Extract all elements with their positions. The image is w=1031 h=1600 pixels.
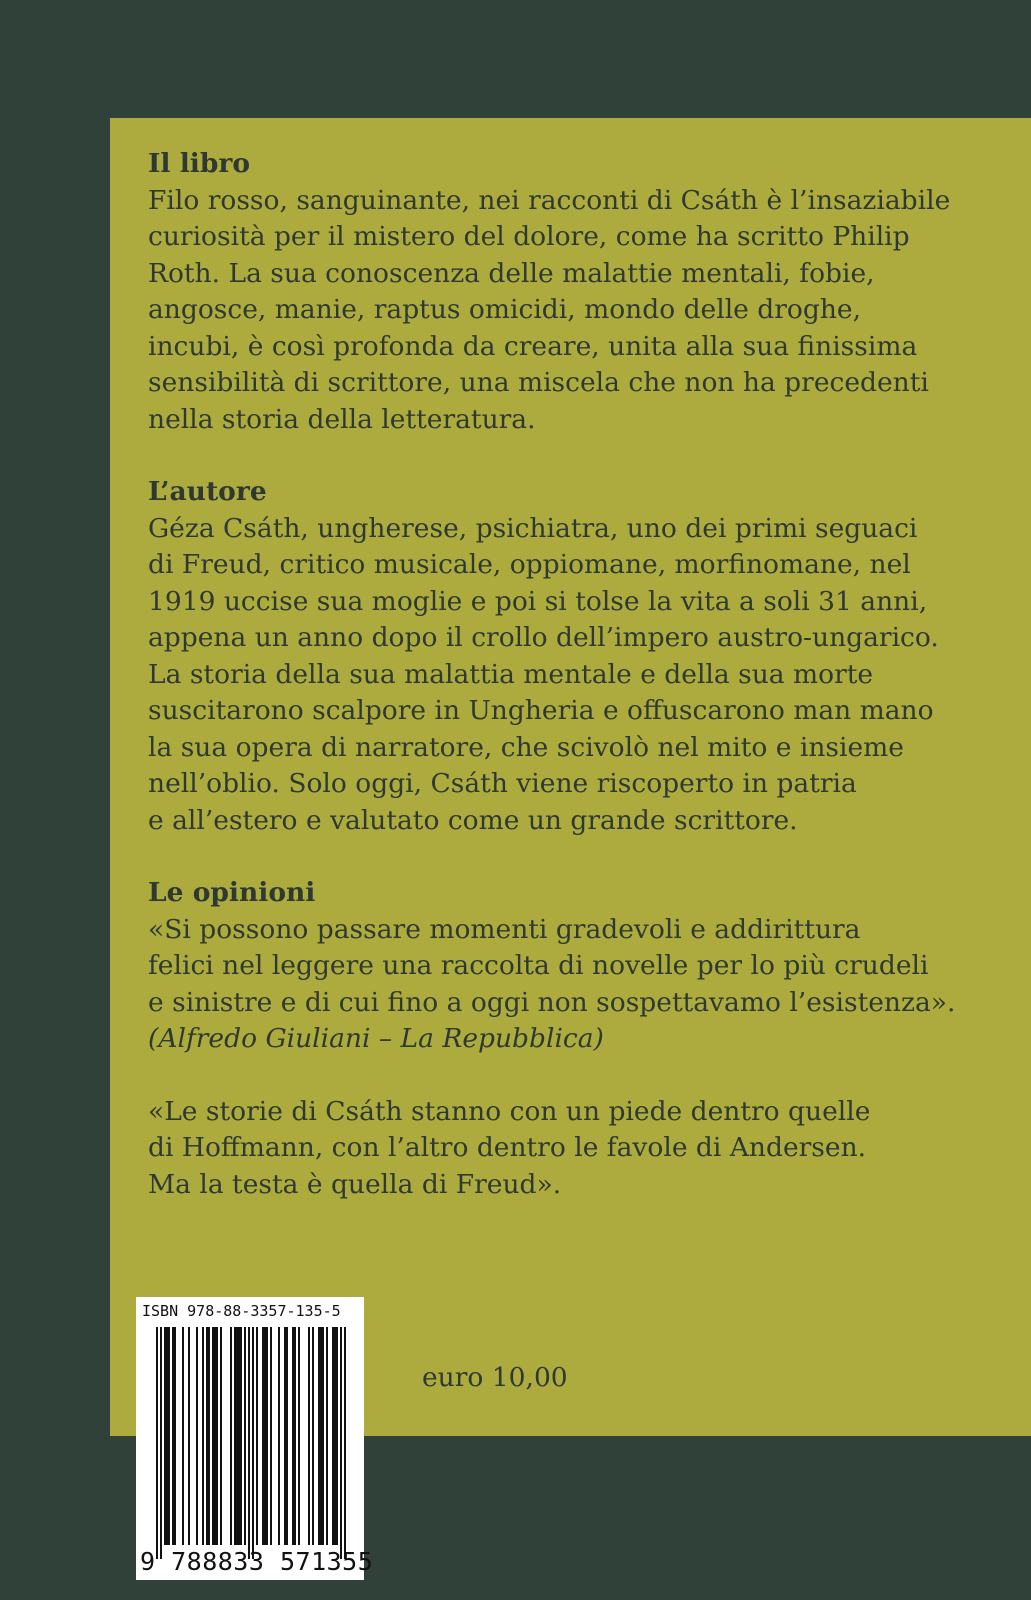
text-line: Géza Csáth, ungherese, psichiatra, uno dei primi seguaci — [148, 512, 918, 544]
text-line: «Le storie di Csáth stanno con un piede dentro quelle — [148, 1095, 871, 1127]
barcode-bar — [236, 1327, 238, 1545]
barcode-bar — [332, 1327, 334, 1545]
price-label: euro 10,00 — [422, 1362, 568, 1393]
barcode-bar — [212, 1327, 214, 1545]
barcode-bar — [278, 1327, 280, 1545]
back-cover-text — [148, 146, 1008, 1239]
section-opinioni — [148, 875, 1008, 1203]
barcode-bar — [286, 1327, 288, 1545]
quote-2 — [148, 1094, 1008, 1204]
quote-citation: (Alfredo Giuliani – La Repubblica) — [148, 1023, 604, 1054]
barcode-bar — [240, 1327, 242, 1545]
barcode-bar — [284, 1327, 286, 1545]
barcode-bar — [156, 1327, 158, 1559]
section-autore — [148, 474, 1008, 839]
text-line: Roth. La sua conoscenza delle malattie mentali, fobie, — [148, 257, 875, 289]
barcode-bar — [166, 1327, 168, 1545]
barcode-bar — [344, 1327, 346, 1559]
barcode-bar — [266, 1327, 268, 1545]
text-line: di Hoffmann, con l’altro dentro le favole di Andersen. — [148, 1132, 867, 1163]
text-line: la sua opera di narratore, che scivolò nel mito e insieme — [148, 731, 904, 763]
barcode-bar — [264, 1327, 266, 1545]
text-line: nell’oblio. Solo oggi, Csáth viene riscoperto in patria — [148, 768, 857, 799]
barcode-bar — [298, 1327, 300, 1545]
barcode-bar — [164, 1327, 166, 1545]
barcode-bar — [220, 1327, 222, 1545]
barcode-bar — [252, 1327, 254, 1559]
text-line: angosce, manie, raptus omicidi, mondo delle droghe, — [148, 294, 862, 325]
barcode-bar — [216, 1327, 218, 1545]
isbn-label: ISBN 978-88-3357-135-5 — [142, 1302, 341, 1320]
text-line: Filo rosso, sanguinante, nei racconti di Csáth è l’insaziabile — [148, 184, 951, 216]
barcode-bar — [320, 1327, 322, 1545]
text-line: e all’estero e valutato come un grande scrittore. — [148, 804, 798, 836]
section-body — [148, 183, 1008, 439]
section-body — [148, 511, 1008, 840]
barcode-bar — [340, 1327, 342, 1559]
barcode-bar — [308, 1327, 310, 1545]
text-line: suscitarono scalpore in Ungheria e offuscarono man mano — [148, 695, 934, 726]
barcode-bar — [234, 1327, 236, 1545]
barcode-bar — [208, 1327, 210, 1545]
barcode-bar — [336, 1327, 338, 1545]
text-line: 1919 uccise sua moglie e poi si tolse la vita a soli 31 anni, — [148, 585, 928, 617]
barcode-bar — [256, 1327, 258, 1545]
barcode-bar — [160, 1327, 162, 1559]
text-line: nella storia della letteratura. — [148, 403, 536, 435]
barcode-bar — [182, 1327, 184, 1545]
barcode-bar — [172, 1327, 174, 1545]
barcode-bar — [238, 1327, 240, 1545]
barcode-bar — [188, 1327, 190, 1545]
text-line: La storia della sua malattia mentale e della sua morte — [148, 658, 874, 690]
text-line: curiosità per il mistero del dolore, come ha scritto Philip — [148, 221, 910, 252]
barcode-bar — [318, 1327, 320, 1545]
barcode-digits: 9 788833 571355 — [140, 1547, 374, 1576]
barcode-bar — [270, 1327, 272, 1545]
section-heading: Il libro — [148, 148, 250, 179]
barcode — [136, 1297, 374, 1580]
barcode-bar — [294, 1327, 296, 1545]
section-heading: Le opinioni — [148, 877, 316, 908]
text-line: Ma la testa è quella di Freud». — [148, 1168, 562, 1200]
quote-1 — [148, 912, 1008, 1058]
barcode-bar — [244, 1327, 246, 1545]
text-line: appena un anno dopo il crollo dell’impero austro-ungarico. — [148, 622, 939, 653]
barcode-bar — [168, 1327, 170, 1545]
barcode-bar — [312, 1327, 314, 1545]
barcode-bars — [136, 1297, 364, 1580]
text-line: felici nel leggere una raccolta di novelle per lo più crudeli — [148, 950, 929, 981]
barcode-bar — [202, 1327, 204, 1545]
barcode-bar — [206, 1327, 208, 1545]
text-line: di Freud, critico musicale, oppiomane, morfinomane, nel — [148, 549, 911, 580]
barcode-bar — [214, 1327, 216, 1545]
section-heading: L’autore — [148, 476, 267, 507]
text-line: sensibilità di scrittore, una miscela che non ha precedenti — [148, 367, 929, 398]
section-il-libro — [148, 146, 1008, 438]
text-line: «Si possono passare momenti gradevoli e addirittura — [148, 913, 861, 945]
text-line: e sinistre e di cui fino a oggi non sospettavamo l’esistenza». — [148, 986, 956, 1018]
barcode-bar — [292, 1327, 294, 1545]
barcode-bar — [174, 1327, 176, 1545]
barcode-bar — [322, 1327, 324, 1545]
text-line: incubi, è così profonda da creare, unita alla sua finissima — [148, 330, 918, 362]
barcode-bar — [326, 1327, 328, 1545]
barcode-bar — [230, 1327, 232, 1545]
barcode-bar — [334, 1327, 336, 1545]
barcode-bar — [196, 1327, 198, 1545]
barcode-bar — [248, 1327, 250, 1559]
barcode-bar — [262, 1327, 264, 1545]
